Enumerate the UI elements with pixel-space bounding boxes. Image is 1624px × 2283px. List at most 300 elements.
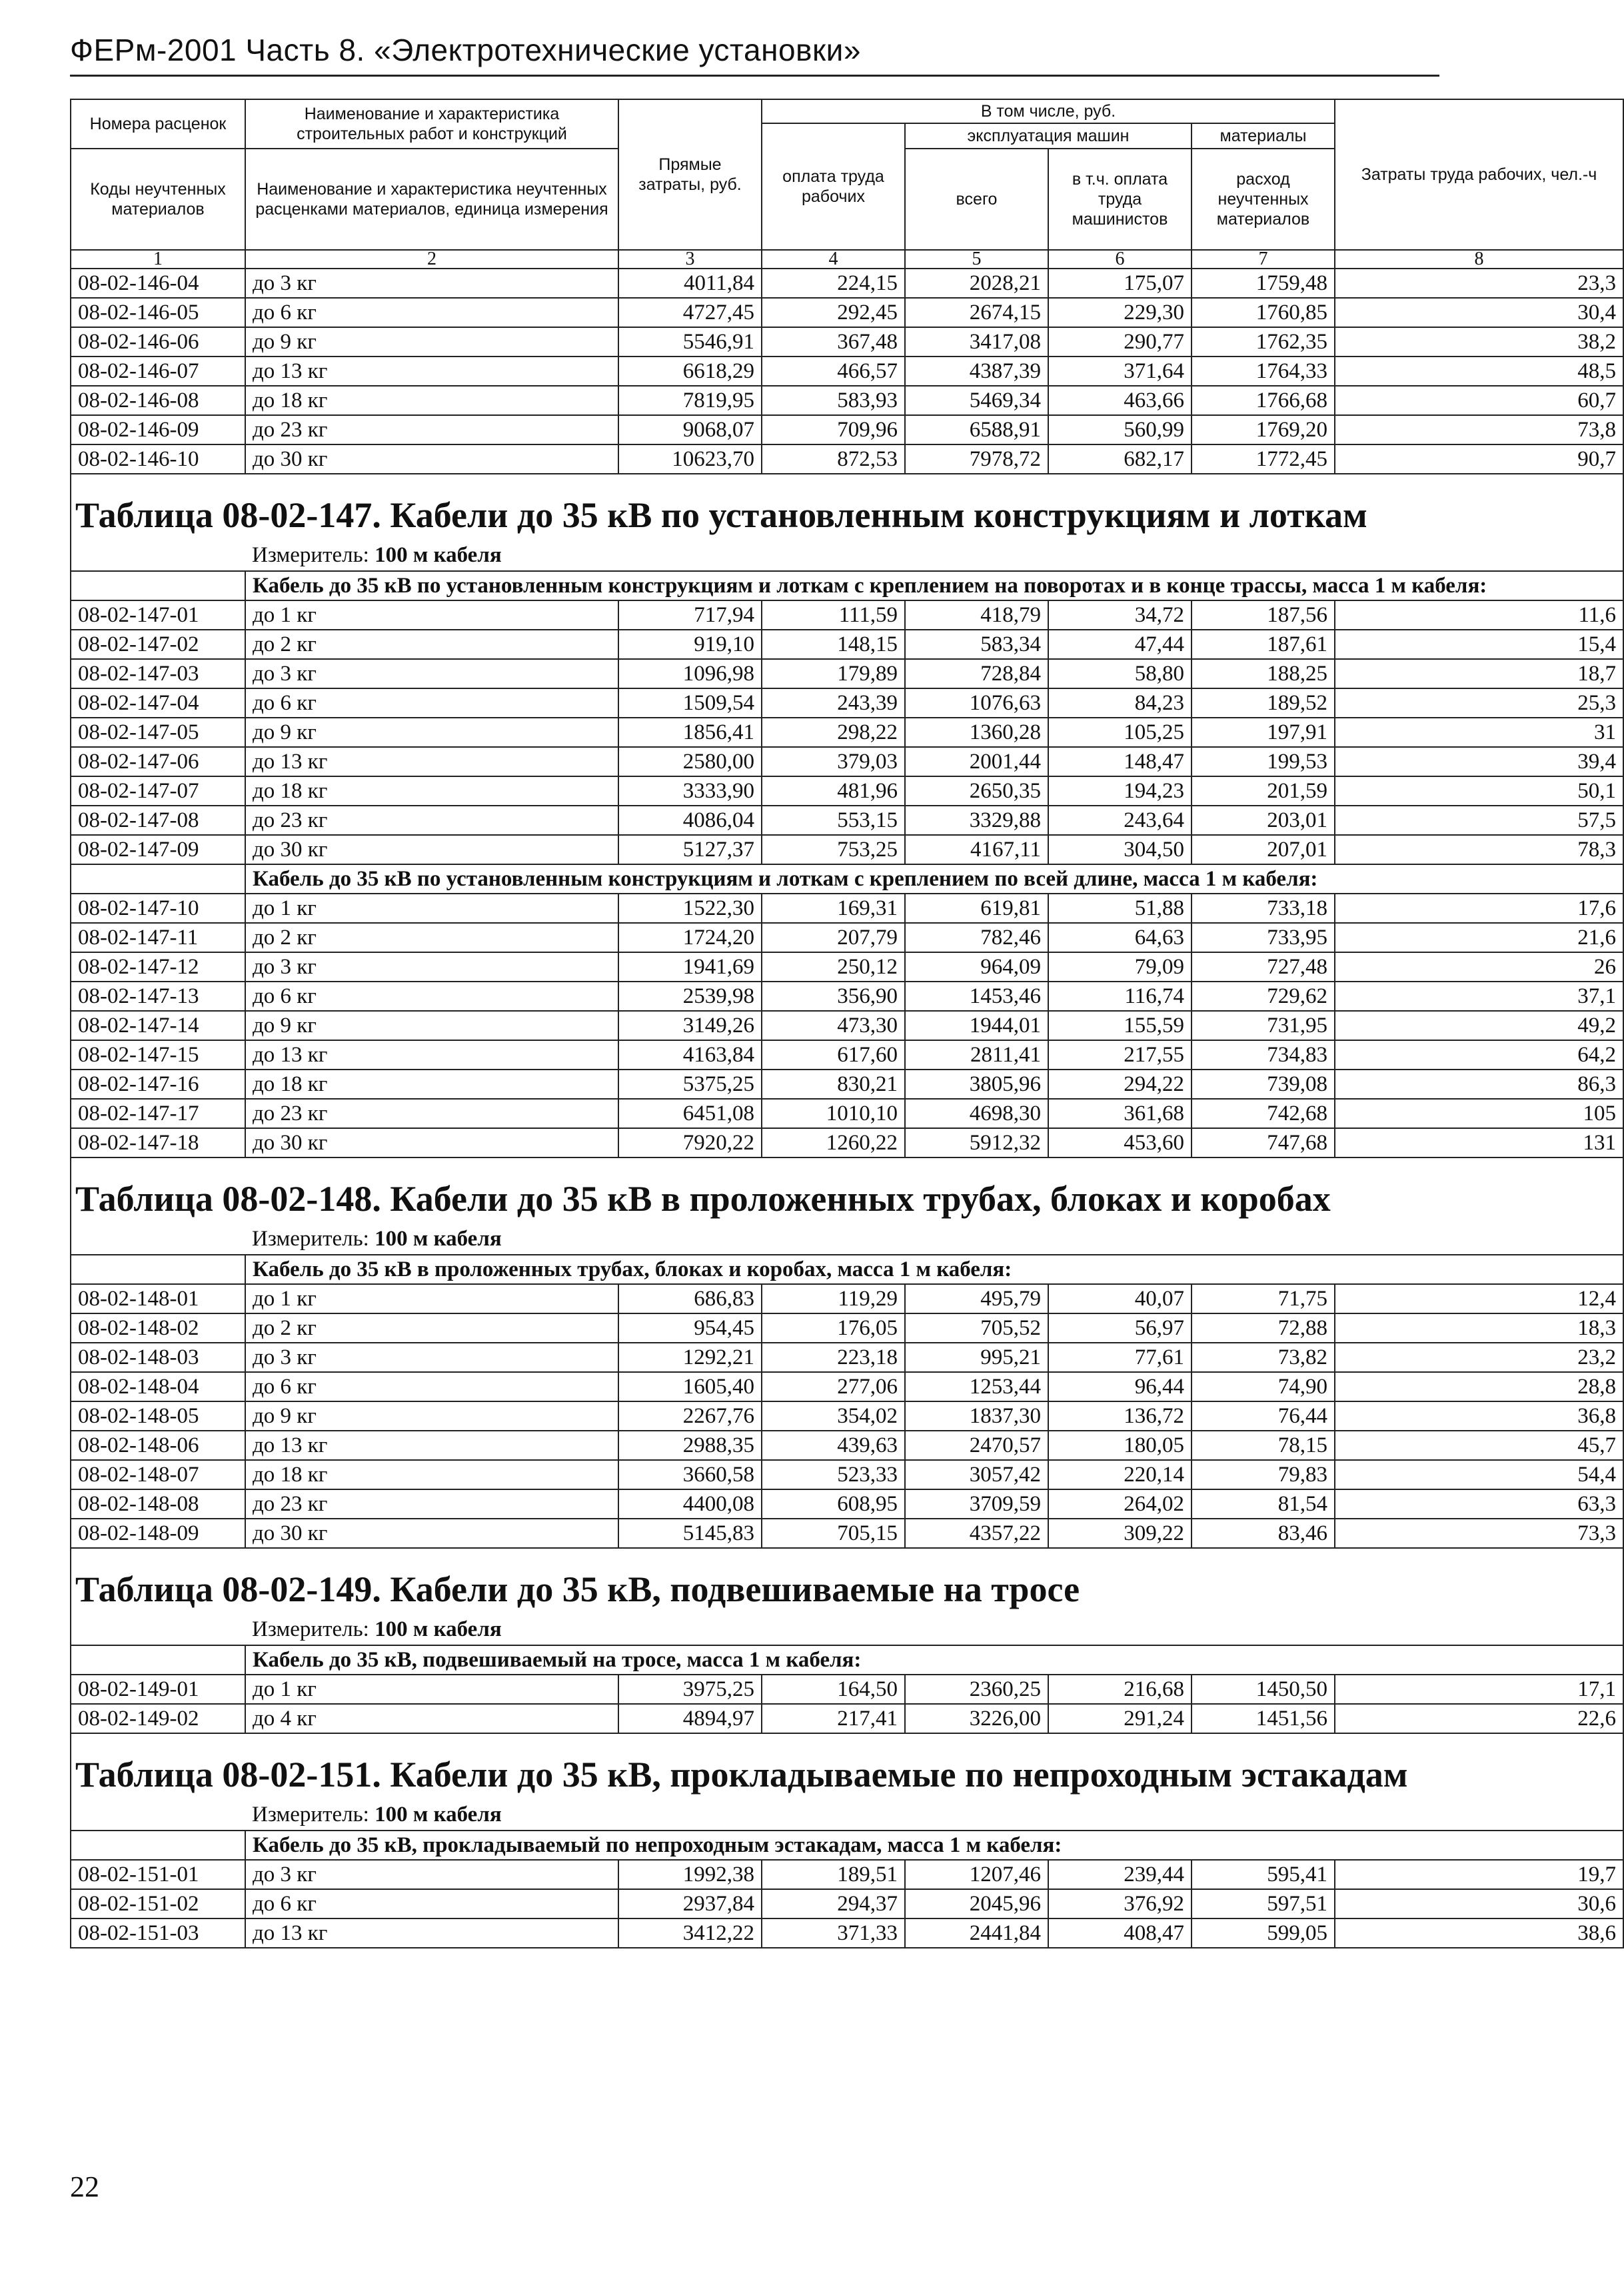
table-row <box>71 1889 1623 1918</box>
direct-costs-cell: 1724,20 <box>618 923 762 952</box>
machines-total-cell: 2028,21 <box>905 269 1048 298</box>
table-row <box>71 444 1623 474</box>
machinists-pay-cell: 304,50 <box>1048 835 1192 864</box>
unit-label: Измеритель: <box>252 543 369 567</box>
machines-total-cell: 1360,28 <box>905 718 1048 747</box>
direct-costs-cell: 5375,25 <box>618 1070 762 1099</box>
machines-total-cell: 583,34 <box>905 630 1048 659</box>
machines-total-cell: 495,79 <box>905 1284 1048 1313</box>
labor-pay-cell: 830,21 <box>762 1070 905 1099</box>
direct-costs-cell: 1522,30 <box>618 894 762 923</box>
labor-pay-cell: 439,63 <box>762 1431 905 1460</box>
machinists-pay-cell: 463,66 <box>1048 386 1192 415</box>
header-machines: эксплуатация машин <box>905 123 1192 149</box>
table-row <box>71 1011 1623 1040</box>
table-row <box>71 1918 1623 1948</box>
column-number: 4 <box>762 250 905 269</box>
direct-costs-cell: 4011,84 <box>618 269 762 298</box>
machines-total-cell: 1837,30 <box>905 1401 1048 1431</box>
rate-code-cell: 08-02-148-09 <box>71 1519 245 1548</box>
direct-costs-cell: 2937,84 <box>618 1889 762 1918</box>
labor-hours-cell: 63,3 <box>1335 1489 1623 1519</box>
machinists-pay-cell: 309,22 <box>1048 1519 1192 1548</box>
rate-code-cell: 08-02-148-04 <box>71 1372 245 1401</box>
materials-cell: 742,68 <box>1192 1099 1335 1128</box>
table-148-rows <box>71 1284 1623 1548</box>
table-147-title: Таблица 08-02-147. Кабели до 35 кВ по установленным конструкциям и лоткам <box>71 474 1623 540</box>
rate-name-cell: до 13 кг <box>245 1431 618 1460</box>
table-147 <box>71 474 1623 600</box>
direct-costs-cell: 2580,00 <box>618 747 762 776</box>
table-147-rows-1 <box>71 600 1623 864</box>
rate-name-cell: до 18 кг <box>245 1460 618 1489</box>
labor-hours-cell: 45,7 <box>1335 1431 1623 1460</box>
rate-code-cell: 08-02-147-01 <box>71 600 245 630</box>
materials-cell: 79,83 <box>1192 1460 1335 1489</box>
materials-cell: 76,44 <box>1192 1401 1335 1431</box>
unit-label: Измеритель: <box>252 1617 369 1641</box>
rate-name-cell: до 6 кг <box>245 1889 618 1918</box>
direct-costs-cell: 5145,83 <box>618 1519 762 1548</box>
table-row <box>71 659 1623 688</box>
direct-costs-cell: 10623,70 <box>618 444 762 474</box>
labor-hours-cell: 17,1 <box>1335 1675 1623 1704</box>
machines-total-cell: 728,84 <box>905 659 1048 688</box>
rate-code-cell: 08-02-147-18 <box>71 1128 245 1157</box>
direct-costs-cell: 954,45 <box>618 1313 762 1343</box>
table-147-unit <box>245 540 1623 571</box>
table-row <box>71 806 1623 835</box>
unit-value: 100 м кабеля <box>375 1803 502 1827</box>
direct-costs-cell: 1856,41 <box>618 718 762 747</box>
labor-pay-cell: 608,95 <box>762 1489 905 1519</box>
machinists-pay-cell: 453,60 <box>1048 1128 1192 1157</box>
rate-name-cell: до 3 кг <box>245 952 618 982</box>
rate-code-cell: 08-02-147-13 <box>71 982 245 1011</box>
direct-costs-cell: 686,83 <box>618 1284 762 1313</box>
column-number: 2 <box>245 250 618 269</box>
table-row <box>71 1489 1623 1519</box>
table-149-unit <box>245 1614 1623 1645</box>
materials-cell: 203,01 <box>1192 806 1335 835</box>
column-number: 6 <box>1048 250 1192 269</box>
machinists-pay-cell: 155,59 <box>1048 1011 1192 1040</box>
machinists-pay-cell: 51,88 <box>1048 894 1192 923</box>
rate-code-cell: 08-02-148-03 <box>71 1343 245 1372</box>
machines-total-cell: 2811,41 <box>905 1040 1048 1070</box>
rate-name-cell: до 9 кг <box>245 327 618 357</box>
machinists-pay-cell: 216,68 <box>1048 1675 1192 1704</box>
rate-name-cell: до 2 кг <box>245 1313 618 1343</box>
table-row <box>71 747 1623 776</box>
labor-pay-cell: 523,33 <box>762 1460 905 1489</box>
labor-hours-cell: 54,4 <box>1335 1460 1623 1489</box>
rate-code-cell: 08-02-147-15 <box>71 1040 245 1070</box>
machines-total-cell: 3329,88 <box>905 806 1048 835</box>
labor-hours-cell: 38,2 <box>1335 327 1623 357</box>
table-row <box>71 1519 1623 1548</box>
column-number: 7 <box>1192 250 1335 269</box>
labor-pay-cell: 250,12 <box>762 952 905 982</box>
materials-cell: 729,62 <box>1192 982 1335 1011</box>
rate-name-cell: до 13 кг <box>245 747 618 776</box>
machinists-pay-cell: 136,72 <box>1048 1401 1192 1431</box>
header-work-description: Наименование и характеристика строительных работ и конструкций <box>245 99 618 149</box>
table-row <box>71 1284 1623 1313</box>
labor-hours-cell: 18,3 <box>1335 1313 1623 1343</box>
direct-costs-cell: 1992,38 <box>618 1860 762 1889</box>
machines-total-cell: 705,52 <box>905 1313 1048 1343</box>
labor-pay-cell: 466,57 <box>762 357 905 386</box>
rate-code-cell: 08-02-151-03 <box>71 1918 245 1948</box>
labor-pay-cell: 111,59 <box>762 600 905 630</box>
header-labor-pay: оплата труда рабочих <box>762 123 905 250</box>
labor-hours-cell: 25,3 <box>1335 688 1623 718</box>
materials-cell: 189,52 <box>1192 688 1335 718</box>
labor-pay-cell: 223,18 <box>762 1343 905 1372</box>
header-material-description: Наименование и характеристика неучтенных расценками материалов, единица измерения <box>245 149 618 250</box>
rate-code-cell: 08-02-146-04 <box>71 269 245 298</box>
materials-cell: 81,54 <box>1192 1489 1335 1519</box>
table-row <box>71 923 1623 952</box>
labor-hours-cell: 73,8 <box>1335 415 1623 444</box>
rate-code-cell: 08-02-146-07 <box>71 357 245 386</box>
materials-cell: 197,91 <box>1192 718 1335 747</box>
header-machines-total: всего <box>905 149 1048 250</box>
labor-pay-cell: 1010,10 <box>762 1099 905 1128</box>
labor-pay-cell: 481,96 <box>762 776 905 806</box>
machines-total-cell: 3709,59 <box>905 1489 1048 1519</box>
direct-costs-cell: 4163,84 <box>618 1040 762 1070</box>
materials-cell: 187,61 <box>1192 630 1335 659</box>
materials-cell: 727,48 <box>1192 952 1335 982</box>
table-151-rows <box>71 1860 1623 1948</box>
rate-code-cell: 08-02-147-07 <box>71 776 245 806</box>
machinists-pay-cell: 361,68 <box>1048 1099 1192 1128</box>
machinists-pay-cell: 229,30 <box>1048 298 1192 327</box>
direct-costs-cell: 3412,22 <box>618 1918 762 1948</box>
labor-hours-cell: 17,6 <box>1335 894 1623 923</box>
labor-pay-cell: 207,79 <box>762 923 905 952</box>
unit-value: 100 м кабеля <box>375 1227 502 1251</box>
table-row <box>71 1040 1623 1070</box>
column-number: 1 <box>71 250 245 269</box>
table-row <box>71 1860 1623 1889</box>
table-row <box>71 894 1623 923</box>
rate-name-cell: до 30 кг <box>245 1128 618 1157</box>
machines-total-cell: 619,81 <box>905 894 1048 923</box>
rate-code-cell: 08-02-146-10 <box>71 444 245 474</box>
machinists-pay-cell: 96,44 <box>1048 1372 1192 1401</box>
direct-costs-cell: 7819,95 <box>618 386 762 415</box>
direct-costs-cell: 2988,35 <box>618 1431 762 1460</box>
page-number: 22 <box>70 2170 99 2203</box>
materials-cell: 733,18 <box>1192 894 1335 923</box>
rate-name-cell: до 18 кг <box>245 386 618 415</box>
labor-pay-cell: 277,06 <box>762 1372 905 1401</box>
table-header <box>71 99 1623 269</box>
rate-code-cell: 08-02-147-09 <box>71 835 245 864</box>
machines-total-cell: 2360,25 <box>905 1675 1048 1704</box>
materials-cell: 188,25 <box>1192 659 1335 688</box>
table-row <box>71 1675 1623 1704</box>
unit-label: Измеритель: <box>252 1803 369 1827</box>
materials-cell: 1760,85 <box>1192 298 1335 327</box>
rate-name-cell: до 3 кг <box>245 1860 618 1889</box>
machines-total-cell: 7978,72 <box>905 444 1048 474</box>
labor-hours-cell: 57,5 <box>1335 806 1623 835</box>
machines-total-cell: 2001,44 <box>905 747 1048 776</box>
labor-hours-cell: 28,8 <box>1335 1372 1623 1401</box>
rate-code-cell: 08-02-148-02 <box>71 1313 245 1343</box>
materials-cell: 1772,45 <box>1192 444 1335 474</box>
rate-code-cell: 08-02-148-01 <box>71 1284 245 1313</box>
table-row <box>71 1099 1623 1128</box>
materials-cell: 78,15 <box>1192 1431 1335 1460</box>
machinists-pay-cell: 148,47 <box>1048 747 1192 776</box>
labor-pay-cell: 119,29 <box>762 1284 905 1313</box>
rate-name-cell: до 3 кг <box>245 269 618 298</box>
labor-pay-cell: 367,48 <box>762 327 905 357</box>
machines-total-cell: 5469,34 <box>905 386 1048 415</box>
rate-name-cell: до 13 кг <box>245 1918 618 1948</box>
machines-total-cell: 2674,15 <box>905 298 1048 327</box>
labor-hours-cell: 50,1 <box>1335 776 1623 806</box>
unit-value: 100 м кабеля <box>375 543 502 567</box>
labor-hours-cell: 38,6 <box>1335 1918 1623 1948</box>
machines-total-cell: 3417,08 <box>905 327 1048 357</box>
labor-hours-cell: 105 <box>1335 1099 1623 1128</box>
machinists-pay-cell: 371,64 <box>1048 357 1192 386</box>
rate-code-cell: 08-02-146-08 <box>71 386 245 415</box>
table-row <box>71 1372 1623 1401</box>
labor-hours-cell: 31 <box>1335 718 1623 747</box>
rate-name-cell: до 23 кг <box>245 415 618 444</box>
labor-pay-cell: 169,31 <box>762 894 905 923</box>
direct-costs-cell: 3149,26 <box>618 1011 762 1040</box>
rate-code-cell: 08-02-147-02 <box>71 630 245 659</box>
table-row <box>71 1401 1623 1431</box>
rate-name-cell: до 6 кг <box>245 982 618 1011</box>
table-row <box>71 1343 1623 1372</box>
table-151-unit <box>245 1799 1623 1831</box>
materials-cell: 74,90 <box>1192 1372 1335 1401</box>
table-row <box>71 1431 1623 1460</box>
table-149-section: Кабель до 35 кВ, подвешиваемый на тросе, масса 1 м кабеля: <box>245 1645 1623 1675</box>
materials-cell: 201,59 <box>1192 776 1335 806</box>
rate-name-cell: до 3 кг <box>245 659 618 688</box>
machinists-pay-cell: 376,92 <box>1048 1889 1192 1918</box>
machinists-pay-cell: 180,05 <box>1048 1431 1192 1460</box>
direct-costs-cell: 2539,98 <box>618 982 762 1011</box>
machinists-pay-cell: 84,23 <box>1048 688 1192 718</box>
rate-name-cell: до 9 кг <box>245 718 618 747</box>
rate-code-cell: 08-02-148-08 <box>71 1489 245 1519</box>
labor-hours-cell: 23,3 <box>1335 269 1623 298</box>
direct-costs-cell: 1605,40 <box>618 1372 762 1401</box>
rate-name-cell: до 18 кг <box>245 776 618 806</box>
machines-total-cell: 1453,46 <box>905 982 1048 1011</box>
direct-costs-cell: 1292,21 <box>618 1343 762 1372</box>
rate-name-cell: до 2 кг <box>245 923 618 952</box>
header-including: В том числе, руб. <box>762 99 1335 123</box>
materials-cell: 1450,50 <box>1192 1675 1335 1704</box>
rate-code-cell: 08-02-146-09 <box>71 415 245 444</box>
materials-cell: 731,95 <box>1192 1011 1335 1040</box>
materials-cell: 739,08 <box>1192 1070 1335 1099</box>
rate-name-cell: до 2 кг <box>245 630 618 659</box>
materials-cell: 747,68 <box>1192 1128 1335 1157</box>
labor-hours-cell: 19,7 <box>1335 1860 1623 1889</box>
labor-pay-cell: 583,93 <box>762 386 905 415</box>
materials-cell: 1762,35 <box>1192 327 1335 357</box>
rate-name-cell: до 13 кг <box>245 1040 618 1070</box>
materials-cell: 1766,68 <box>1192 386 1335 415</box>
table-row <box>71 982 1623 1011</box>
direct-costs-cell: 5127,37 <box>618 835 762 864</box>
machines-total-cell: 3226,00 <box>905 1704 1048 1733</box>
table-row <box>71 415 1623 444</box>
rate-code-cell: 08-02-147-14 <box>71 1011 245 1040</box>
labor-hours-cell: 39,4 <box>1335 747 1623 776</box>
rate-code-cell: 08-02-147-05 <box>71 718 245 747</box>
labor-pay-cell: 379,03 <box>762 747 905 776</box>
machinists-pay-cell: 217,55 <box>1048 1040 1192 1070</box>
direct-costs-cell: 3660,58 <box>618 1460 762 1489</box>
machines-total-cell: 2650,35 <box>905 776 1048 806</box>
labor-pay-cell: 371,33 <box>762 1918 905 1948</box>
machinists-pay-cell: 291,24 <box>1048 1704 1192 1733</box>
rate-code-cell: 08-02-146-05 <box>71 298 245 327</box>
machines-total-cell: 4357,22 <box>905 1519 1048 1548</box>
materials-cell: 199,53 <box>1192 747 1335 776</box>
labor-hours-cell: 73,3 <box>1335 1519 1623 1548</box>
machines-total-cell: 3805,96 <box>905 1070 1048 1099</box>
direct-costs-cell: 9068,07 <box>618 415 762 444</box>
machinists-pay-cell: 116,74 <box>1048 982 1192 1011</box>
machinists-pay-cell: 47,44 <box>1048 630 1192 659</box>
labor-hours-cell: 26 <box>1335 952 1623 982</box>
labor-hours-cell: 22,6 <box>1335 1704 1623 1733</box>
labor-hours-cell: 64,2 <box>1335 1040 1623 1070</box>
labor-pay-cell: 753,25 <box>762 835 905 864</box>
rate-code-cell: 08-02-147-04 <box>71 688 245 718</box>
materials-cell: 1451,56 <box>1192 1704 1335 1733</box>
materials-cell: 73,82 <box>1192 1343 1335 1372</box>
machinists-pay-cell: 290,77 <box>1048 327 1192 357</box>
direct-costs-cell: 5546,91 <box>618 327 762 357</box>
rate-code-cell: 08-02-147-10 <box>71 894 245 923</box>
materials-cell: 187,56 <box>1192 600 1335 630</box>
materials-cell: 1769,20 <box>1192 415 1335 444</box>
machines-total-cell: 3057,42 <box>905 1460 1048 1489</box>
labor-pay-cell: 176,05 <box>762 1313 905 1343</box>
machinists-pay-cell: 40,07 <box>1048 1284 1192 1313</box>
direct-costs-cell: 1941,69 <box>618 952 762 982</box>
table-148 <box>71 1157 1623 1284</box>
table-row <box>71 357 1623 386</box>
rate-name-cell: до 6 кг <box>245 1372 618 1401</box>
materials-cell: 597,51 <box>1192 1889 1335 1918</box>
header-materials-use: расход неучтенных материалов <box>1192 149 1335 250</box>
rate-code-cell: 08-02-146-06 <box>71 327 245 357</box>
table-149-rows <box>71 1675 1623 1733</box>
rate-name-cell: до 23 кг <box>245 1489 618 1519</box>
materials-cell: 83,46 <box>1192 1519 1335 1548</box>
rate-code-cell: 08-02-147-11 <box>71 923 245 952</box>
labor-hours-cell: 11,6 <box>1335 600 1623 630</box>
labor-hours-cell: 90,7 <box>1335 444 1623 474</box>
machinists-pay-cell: 105,25 <box>1048 718 1192 747</box>
column-number: 5 <box>905 250 1048 269</box>
rate-code-cell: 08-02-147-16 <box>71 1070 245 1099</box>
labor-hours-cell: 37,1 <box>1335 982 1623 1011</box>
unit-label: Измеритель: <box>252 1227 369 1251</box>
direct-costs-cell: 6618,29 <box>618 357 762 386</box>
rate-code-cell: 08-02-147-12 <box>71 952 245 982</box>
table-row <box>71 269 1623 298</box>
rate-code-cell: 08-02-147-08 <box>71 806 245 835</box>
labor-pay-cell: 473,30 <box>762 1011 905 1040</box>
labor-hours-cell: 18,7 <box>1335 659 1623 688</box>
header-labor-hours: Затраты труда рабочих, чел.-ч <box>1335 99 1623 250</box>
rate-name-cell: до 18 кг <box>245 1070 618 1099</box>
labor-pay-cell: 872,53 <box>762 444 905 474</box>
materials-cell: 207,01 <box>1192 835 1335 864</box>
labor-hours-cell: 21,6 <box>1335 923 1623 952</box>
rate-code-cell: 08-02-149-01 <box>71 1675 245 1704</box>
materials-cell: 595,41 <box>1192 1860 1335 1889</box>
machines-total-cell: 782,46 <box>905 923 1048 952</box>
table-row <box>71 776 1623 806</box>
machines-total-cell: 2470,57 <box>905 1431 1048 1460</box>
page-header: ФЕРм-2001 Часть 8. «Электротехнические установки» <box>70 33 861 67</box>
table-row <box>71 835 1623 864</box>
rate-name-cell: до 1 кг <box>245 1675 618 1704</box>
table-148-unit <box>245 1223 1623 1255</box>
machines-total-cell: 1076,63 <box>905 688 1048 718</box>
labor-pay-cell: 217,41 <box>762 1704 905 1733</box>
rate-name-cell: до 4 кг <box>245 1704 618 1733</box>
direct-costs-cell: 4894,97 <box>618 1704 762 1733</box>
labor-pay-cell: 292,45 <box>762 298 905 327</box>
column-numbers-row <box>71 250 1623 269</box>
machines-total-cell: 2045,96 <box>905 1889 1048 1918</box>
rate-code-cell: 08-02-147-17 <box>71 1099 245 1128</box>
table-row <box>71 952 1623 982</box>
rate-name-cell: до 1 кг <box>245 600 618 630</box>
labor-pay-cell: 294,37 <box>762 1889 905 1918</box>
table-147-section-2: Кабель до 35 кВ по установленным конструкциям и лоткам с креплением по всей длине, масса 1 м кабеля: <box>245 864 1623 894</box>
direct-costs-cell: 3975,25 <box>618 1675 762 1704</box>
labor-hours-cell: 30,6 <box>1335 1889 1623 1918</box>
unit-value: 100 м кабеля <box>375 1617 502 1641</box>
materials-cell: 1759,48 <box>1192 269 1335 298</box>
direct-costs-cell: 4727,45 <box>618 298 762 327</box>
column-number: 3 <box>618 250 762 269</box>
machines-total-cell: 1944,01 <box>905 1011 1048 1040</box>
table-row <box>71 1313 1623 1343</box>
machinists-pay-cell: 243,64 <box>1048 806 1192 835</box>
machines-total-cell: 1207,46 <box>905 1860 1048 1889</box>
direct-costs-cell: 7920,22 <box>618 1128 762 1157</box>
machines-total-cell: 964,09 <box>905 952 1048 982</box>
labor-pay-cell: 179,89 <box>762 659 905 688</box>
table-row <box>71 630 1623 659</box>
labor-pay-cell: 356,90 <box>762 982 905 1011</box>
materials-cell: 1764,33 <box>1192 357 1335 386</box>
materials-cell: 734,83 <box>1192 1040 1335 1070</box>
